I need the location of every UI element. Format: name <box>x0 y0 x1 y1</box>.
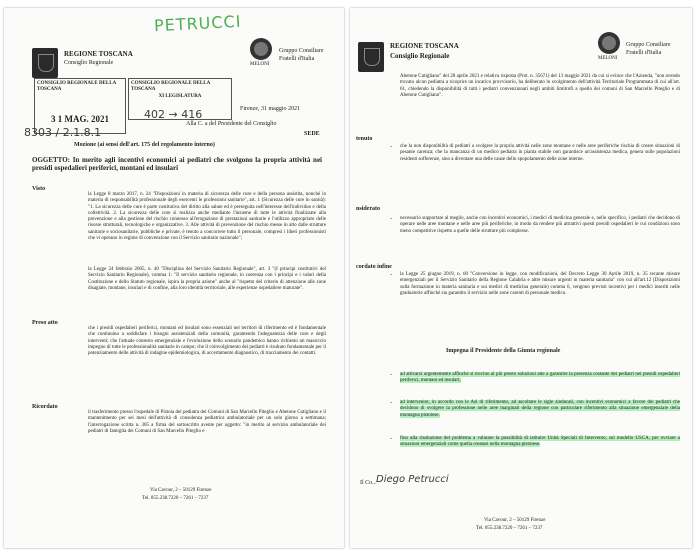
bullet: - <box>390 436 392 442</box>
stamp-date: 3 1 MAG. 2021 <box>51 113 109 124</box>
bullet: - <box>390 144 392 150</box>
header-council: Consiglio Regionale <box>64 60 114 66</box>
preso-text: che i presidi ospedalieri periferici, montani ed insulari sono essenziali nei territori di riferimento ed è fondamentale che continuino a soddisfare i bisogni assistenziali della comunità, garantendo l'adeguatezza delle cure e degli interventi; che l'attuale contesto emergenziale e l'evoluzione dello scenario pandemico hanno richiesto un massiccio impegno di tutte le professionalità sanitarie in campo; che il coinvolgimento dei pediatri è risultato fondamentale per il potenziamento delle attività di indagine epidemiologica, di accertamento diagnostico, di tracciamento dei contatti. <box>88 326 326 356</box>
ricordato-label: Ricordato <box>32 404 58 410</box>
document-page-1 <box>4 8 344 548</box>
bullet: - <box>390 400 392 406</box>
region-logo <box>358 42 384 72</box>
footer-phone: Tel. 055.238.7220 – 7261 – 7237 <box>142 496 209 501</box>
considerato-label: nsiderato <box>356 206 380 212</box>
document-page-2 <box>350 8 692 548</box>
group-line-1: Gruppo Consiliare <box>279 48 324 54</box>
ricordato-text: il trasferimento presso l'ospedale di Pistoia del pediatra dei Comuni di San Marcello Piteglio e Abetone Cutigliano e il mantenimento per sei mesi dell'attività di consulenza pediatrica ambulatoriale per un solo giorno a settimana; l'interrogazione scritta n. 305 a firma del sottoscritto avente per oggetto: "in merito al servizio ambulatoriale dei pediatri di famiglia dei Comuni di San Marcello Piteglio e <box>88 410 326 434</box>
party-logo-label: MELONI <box>598 56 618 61</box>
impegna-item-1 <box>400 372 680 385</box>
party-logo <box>250 38 272 60</box>
preso-label: Preso atto <box>32 320 58 326</box>
region-logo <box>32 48 58 78</box>
addressee: Alla C. a del Presidente del Consiglio <box>186 121 277 127</box>
group-line-2: Fratelli d'Italia <box>279 56 315 62</box>
visto-label: Visto <box>32 186 46 192</box>
header-org: REGIONE TOSCANA <box>390 42 459 50</box>
highlight: ad intervenire, in accordo con le Asl di riferimento, ad ascoltare le sigle sindacali, con incentivi economici a favore dei pediatri che decidono di svolgere la professione nelle aree marginali della regione con particolare riferimento alla situazione emergenziale della montagna pistoiese. <box>400 400 680 418</box>
group-line-2: Fratelli d'Italia <box>626 50 662 56</box>
group-line-1: Gruppo Consiliare <box>626 42 671 48</box>
footer-address: Via Cavour, 2 – 50129 Firenze <box>484 518 546 523</box>
bullet: - <box>390 272 392 278</box>
bullet: - <box>390 372 392 378</box>
header-org: REGIONE TOSCANA <box>64 50 133 58</box>
protocol-stamp-right: CONSIGLIO REGIONALE DELLA TOSCANA XI LEGISLATURA <box>128 78 232 120</box>
impegna-item-2 <box>400 400 680 419</box>
ricordato-text: la Legge 25 giugno 2019, n. 60 "Conversione in legge, con modificazioni, del Decreto Legge 30 Aprile 2019, n. 35 recante misure emergenziali per il Servizio Sanitario della Regione Calabria e altre misure urgenti in materia sanitaria" con cui all'art.12 (Disposizioni sulla formazione in materia sanitaria e sui medici di medicina generale) comma 6, vengono previsti incentivi per i medici inseriti nelle graduatorie affinché sia garantito il servizio nelle zone carenti di personale medico. <box>400 272 680 296</box>
tenuto-label: tenuto <box>356 136 373 142</box>
highlight: fino alla risoluzione del problema a valutare la possibilità di istituire Unità Speciali di Intervento, sul modello USCA, per ovviare a situazioni emergenziali come quella creatasi nella montagna pistoiese. <box>400 436 680 448</box>
ricordato-label: cordato infine <box>356 264 392 270</box>
subject: OGGETTO: In merito agli incentivi economici ai pediatri che svolgono la propria attività nei presidi ospedalieri periferici, montani ed insulari <box>32 156 322 173</box>
considerato-text: necessario supportare al meglio, anche con incentivi economici, i medici di medicina generale e, nello specifico, i pediatri che decidono di operare nelle aree montane e nelle aree più periferiche, in modo da rendere più attrattivi questi presidi ospedalieri le cui condizioni sono meno competitive rispetto a quelle delle strutture più complesse. <box>400 216 680 234</box>
visto-text-2: la Legge 24 febbraio 2005, n. 40 "Disciplina del Servizio Sanitario Regionale", art. 3 "(I principi costitutivi del Servizio Sanitario Regionale), comma 1: "Il servizio sanitario regionale, in coerenza con i principi e i valori della Costituzione e dello Statuto regionale, ispira la propria azione" anche al "rispetto del criterio di attenzione alle zone disagiate, montane, insulari e di confine, alla loro identità territoriale, alle esperienze ospedaliere maturate". <box>88 267 326 291</box>
impegna-item-3 <box>400 436 680 449</box>
handwritten-protocol-number: 402 → 416 <box>144 108 203 121</box>
header-council: Consiglio Regionale <box>390 52 450 60</box>
date-line: Firenze, 31 maggio 2021 <box>240 106 300 112</box>
bullet: - <box>390 216 392 222</box>
party-logo <box>598 32 620 54</box>
footer-address: Via Cavour, 2 – 50129 Firenze <box>150 488 212 493</box>
sede: SEDE <box>304 131 320 137</box>
signature-label: Il Co... <box>360 480 377 486</box>
handwritten-name: PETRUCCI <box>153 11 242 36</box>
tenuto-text: che la non disponibilità di pediatri a svolgere la propria attività nelle zone montane e nelle aree periferiche rischia di creare situazioni di pesante carenza; che la mancanza di un medico pediatra in pianta stabile non garantisce un'assistenza medica, genera sulle popolazioni residenti sofferenze, sino a diventare una delle cause dello spopolamento delle zone interne. <box>400 144 680 162</box>
highlight: ad attivarsi urgentemente affinché si trovino al più presto soluzioni atte a garantire la presenza costante dei pediatri nei presidi ospedalieri periferici, montani ed insulari; <box>400 372 680 384</box>
footer-phone: Tel. 055.238.7220 – 7261 – 7237 <box>476 526 543 531</box>
impegna-heading: Impegna il Presidente della Giunta regionale <box>446 348 561 354</box>
motion-title: Mozione (ai sensi dell'art. 175 del regolamento interno) <box>74 142 215 148</box>
signature: Diego Petrucci <box>376 474 449 485</box>
handwritten-file-number: 8303 / 2.1.8.1 <box>24 126 102 139</box>
visto-text-1: la Legge 8 marzo 2017, n. 24 "Disposizioni in materia di sicurezza delle cure e della persona assistita, nonché in materia di responsabilità professionale degli esercenti le professioni sanitarie", art. 1 (Sicurezza delle cure in sanità): "1. La sicurezza delle cure è parte costitutiva del diritto alla salute ed è perseguita nell'interesse dell'individuo e della collettività. 2. La sicurezza delle cure si realizza anche mediante l'insieme di tutte le attività finalizzate alla prevenzione e alla gestione del rischio connesso all'erogazione di prestazioni sanitarie e l'utilizzo appropriato delle risorse strutturali, tecnologiche e organizzative. 3. Alle attività di prevenzione del rischio messe in atto dalle strutture sanitarie e sociosanitarie, pubbliche e private, è tenuto a concorrere tutto il personale, compresi i liberi professionisti che vi operano in regime di convenzione con il Servizio sanitario nazionale"; <box>88 192 326 241</box>
intro-text: Abetone Cutigliano" del 28 aprile 2021 e relativa risposta (Prot. n. 35671) del 13 maggio 2021 da cui si evince che l'Azienda, "non avendo trovato alcun pediatra a ricoprire un incarico provvisorio, ha deliberato lo svolgimento dell'attività Territoriale Programmata di cui all'art. 61, chiedendo la disponibilità di tutti i pediatri convenzionati negli ambiti limitrofi a quello dei comuni di San Marcello Piteglio e di Abetone Cutigliano". <box>400 74 680 98</box>
party-logo-label: MELONI <box>250 62 270 67</box>
protocol-stamp-left: CONSIGLIO REGIONALE DELLA TOSCANA 3 1 MAG. 2021 <box>34 78 126 134</box>
